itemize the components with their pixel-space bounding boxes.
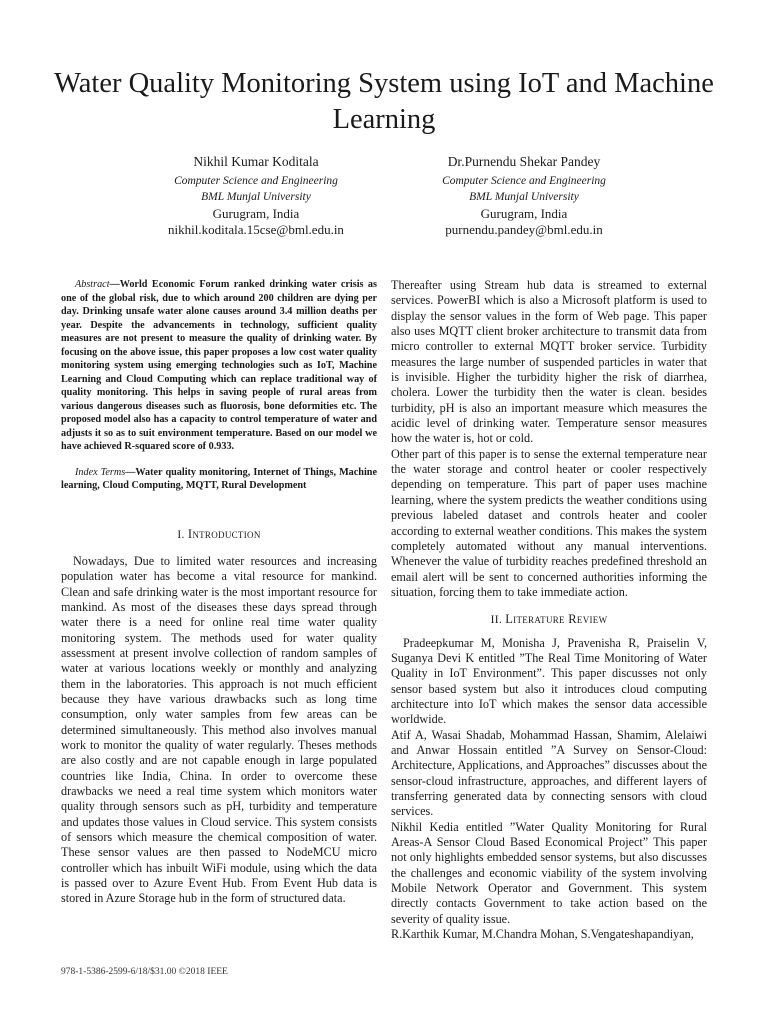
right-column [391, 278, 707, 942]
author-block-1 [106, 154, 406, 239]
author-email: purnendu.pandey@bml.edu.in [445, 222, 603, 237]
author-department: Computer Science and Engineering [174, 174, 338, 187]
index-terms [61, 466, 377, 493]
section-heading-introduction [61, 527, 377, 543]
author-university: BML Munjal University [469, 191, 579, 203]
index-terms-text: —Water quality monitoring, Internet of Things, Machine learning, Cloud Computing, MQTT, Rural Development [61, 466, 377, 491]
literature-paragraph-2: Atif A, Wasai Shadab, Mohammad Hassan, Shamim, Alelaiwi and Anwar Hossain entitled ”A Survey on Sensor-Cloud: Architecture, Applications, and Approaches” discusses about the sensor-cloud infrastructure, approaches, and different layers of transferring generated data by connecting sensors with cloud services. [391, 727, 707, 819]
intro-paragraph: Nowadays, Due to limited water resources and increasing population water has become a vital resource for mankind. Clean and safe drinking water is the most important resource for mankind. As most of the diseases these days spread through water there is a need for online real time water quality monitoring system. The methods used for water quality assessment at present involve collection of random samples of water at various locations weekly or monthly and analyzing them in the laboratories. This approach is not much efficient because they have various drawbacks such as long time consumption, only water samples from few areas can be determined simultaneously. This method also involves manual work to monitor the quality of water regularly. Theses methods are also costly and are not capable enough in large populated countries like India, China. In order to overcome these drawbacks we need a real time system which monitors water quality through sensors such as pH, turbidity and temperature and updates those values in Cloud service. This system consists of sensors which measure the chemical composition of water. These sensor values are then passed to NodeMCU micro controller which has inbuilt WiFi module, using which the data is passed over to Azure Event Hub. From Event Hub data is stored in Azure Storage hub in the form of structured data. [61, 553, 377, 906]
author-university: BML Munjal University [201, 191, 311, 203]
intro-paragraph-3: Other part of this paper is to sense the external temperature near the water storage and control heater or cooler respectively depending on temperature. This part of paper uses machine learning, where the system predicts the weather conditions using previous labeled dataset and controls heater and cooler according to external weather conditions. This makes the system completely automated without any manual interventions. Whenever the value of turbidity reaches predefined threshold an email alert will be sent to concerned authorities informing the situation, forcing them to take immediate action. [391, 446, 707, 599]
section-title: Literature Review [505, 612, 608, 627]
author-block-2 [374, 154, 674, 239]
author-department: Computer Science and Engineering [442, 174, 606, 187]
author-location: Gurugram, India [212, 205, 300, 221]
section-number: II. [490, 614, 503, 627]
paper-title: Water Quality Monitoring System using IoT and Machine Learning [54, 68, 714, 135]
author-name: Dr.Purnendu Shekar Pandey [447, 154, 601, 169]
abstract [61, 278, 377, 454]
section-title: Introduction [187, 526, 261, 541]
copyright-footer: 978-1-5386-2599-6/18/$31.00 ©2018 IEEE [61, 967, 228, 977]
abstract-text: —World Economic Forum ranked drinking water crisis as one of the global risk, due to which around 200 children are dying per day. Drinking unsafe water alone causes around 3.4 million deaths per year. Despite the advancements in technology, sufficient quality measures are not present to measure the quality of drinking water. By focusing on the above issue, this paper proposes a low cost water quality monitoring system using emerging technologies such as IoT, Machine Learning and Cloud Computing which can replace traditional way of quality monitoring. This helps in saving people of rural areas from various dangerous diseases such as fluorosis, bone deformities etc. The proposed model also has a capacity to control temperature of water and adjusts it so as to suit environment temperature. Based on our model we have achieved R-squared score of 0.933. [61, 279, 377, 452]
abstract-lead: Abstract [75, 279, 110, 290]
left-column [61, 278, 377, 907]
section-heading-literature-review [391, 612, 707, 628]
literature-paragraph-3: Nikhil Kedia entitled ”Water Quality Monitoring for Rural Areas-A Sensor Cloud Based Economical Project” This paper not only highlights embedded sensor systems, but also discusses the challenges and economic viability of the system involving Mobile Network Operator and Government. This system directly contacts Government to take action based on the severity of quality issue. [391, 819, 707, 926]
literature-paragraph-1: Pradeepkumar M, Monisha J, Pravenisha R, Praiselin V, Suganya Devi K entitled ”The Real Time Monitoring of Water Quality in IoT Environment”. This paper discusses not only sensor based system but also it introduces cloud computing architecture into IoT which makes the sensor data accessible worldwide. [391, 635, 707, 727]
section-number: I. [177, 528, 185, 541]
author-location: Gurugram, India [480, 205, 568, 221]
intro-paragraph-2: Thereafter using Stream hub data is streamed to external services. PowerBI which is also a Microsoft platform is used to display the sensor values in the form of Web page. This paper also uses MQTT client broker architecture to transmit data from micro controller to external MQTT broker service. Turbidity measures the large number of suspended particles in water that is invisible. Higher the turbidity higher the risk of diarrhea, cholera. Lower the turbidity then the water is clean. besides turbidity, pH is also an important measure which measures the acidic level of drinking water. Temperature sensor measures how the water is, hot or cold. [391, 278, 707, 446]
index-terms-lead: Index Terms [75, 466, 126, 478]
author-email: nikhil.koditala.15cse@bml.edu.in [168, 222, 344, 237]
literature-paragraph-4: R.Karthik Kumar, M.Chandra Mohan, S.Vengateshapandiyan, [391, 927, 694, 942]
author-name: Nikhil Kumar Koditala [193, 154, 319, 169]
